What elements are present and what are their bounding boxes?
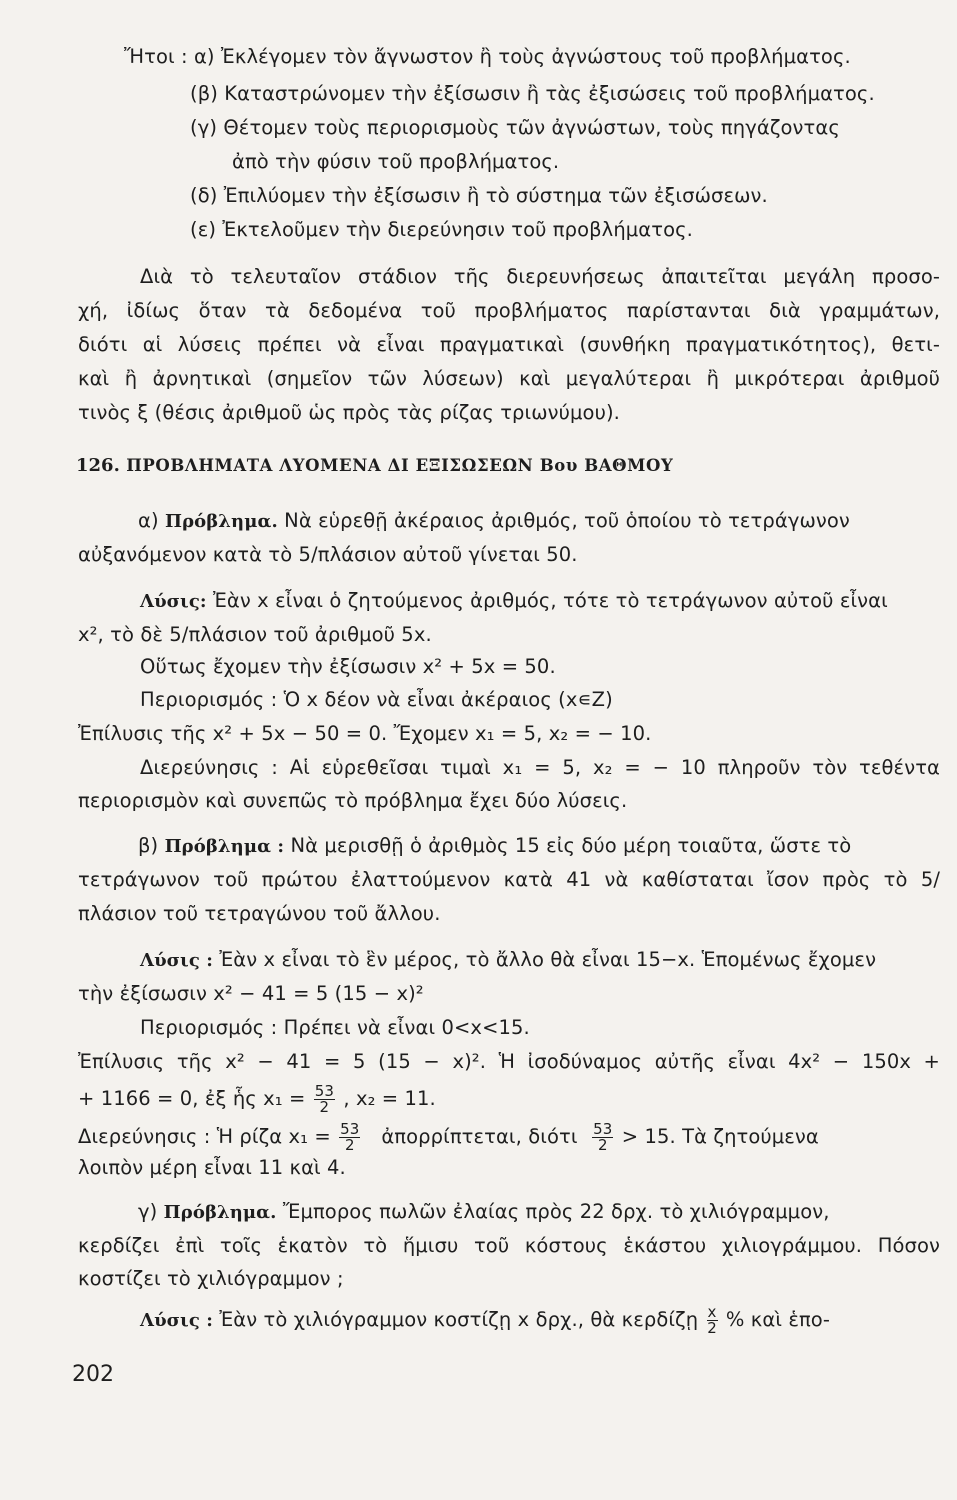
solution-b-text: Ἐὰν x εἶναι τὸ ἓν μέρος, τὸ ἄλλο θὰ εἶναι 15−x. Ἑπομένως ἔχομεν [219, 948, 877, 971]
section-heading [76, 455, 736, 476]
fraction-denominator: 2 [344, 1136, 355, 1154]
problem-label: Πρόβλημα. [163, 1202, 277, 1223]
solution-label: Λύσις: [140, 591, 207, 612]
problem-b-statement: Νὰ μερισθῇ ὁ ἀριθμὸς 15 εἰς δύο μέρη τοιαῦτα, ὥστε τὸ [290, 834, 852, 857]
intro-step-d: (δ) Ἐπιλύομεν τὴν ἐξίσωσιν ἢ τὸ σύστημα τῶν ἐξισώσεων. [190, 184, 768, 207]
problem-c-marker: γ) [138, 1200, 158, 1223]
section-number: 126. [76, 455, 120, 476]
problem-a-statement-cont: αὐξανόμενον κατὰ τὸ 5/πλάσιον αὐτοῦ γίνεται 50. [78, 543, 578, 566]
fraction [707, 1305, 718, 1336]
page-number: 202 [72, 1362, 114, 1387]
intro-paragraph-line: καὶ ἢ ἀρνητικαὶ (σημεῖον τῶν λύσεων) καὶ μεγαλύτεραι ἢ μικρότεραι ἀριθμοῦ [78, 367, 940, 390]
solution-a-line [140, 589, 888, 614]
intro-step-e: (ε) Ἐκτελοῦμεν τὴν διερεύνησιν τοῦ προβλήματος. [190, 218, 693, 241]
problem-b-line [138, 834, 851, 859]
problem-a-line [138, 509, 850, 534]
fraction [339, 1122, 360, 1153]
discussion-text: Διερεύνησις : Ἡ ρίζα x₁ = [78, 1125, 331, 1148]
solution-a-discussion-cont: περιορισμὸν καὶ συνεπῶς τὸ πρόβλημα ἔχει δύο λύσεις. [78, 789, 628, 812]
problem-b-marker: β) [138, 834, 159, 857]
roots-text: + 1166 = 0, ἐξ ἧς x₁ = [78, 1087, 306, 1110]
solution-label: Λύσις : [140, 1310, 214, 1331]
solution-a-discussion: Διερεύνησις : Αἱ εὑρεθεῖσαι τιμαὶ x₁ = 5, x₂ = − 10 πληροῦν τὸν τεθέντα [140, 756, 940, 779]
problem-a-statement: Νὰ εὑρεθῇ ἀκέραιος ἀριθμός, τοῦ ὁποίου τὸ τετράγωνον [284, 509, 850, 532]
solution-a-equation: Οὕτως ἔχομεν τὴν ἐξίσωσιν x² + 5x = 50. [140, 655, 556, 678]
problem-b-statement-cont: τετράγωνον τοῦ πρώτου ἐλαττούμενον κατὰ 41 νὰ καθίσταται ἴσον πρὸς τὸ 5/ [78, 868, 940, 891]
fraction-numerator: x [707, 1303, 717, 1321]
discussion-text: > 15. Τὰ ζητούμενα [621, 1125, 819, 1148]
problem-label: Πρόβλημα. [164, 511, 278, 532]
intro-paragraph-line: χή, ἰδίως ὅταν τὰ δεδομένα τοῦ προβλήματος παρίστανται διὰ γραμμάτων, [78, 299, 940, 322]
solution-b-line [140, 948, 876, 973]
problem-c-line [138, 1200, 830, 1225]
solution-b-constraint: Περιορισμός : Πρέπει νὰ εἶναι 0<x<15. [140, 1016, 530, 1039]
solution-b-roots [78, 1084, 436, 1115]
fraction-denominator: 2 [707, 1319, 717, 1337]
solution-b-answer: λοιπὸν μέρη εἶναι 11 καὶ 4. [78, 1156, 346, 1179]
solution-b-discussion [78, 1122, 819, 1153]
intro-paragraph-line: τινὸς ξ (θέσις ἀριθμοῦ ὡς πρὸς τὰς ρίζας τριωνύμου). [78, 401, 620, 424]
problem-c-statement-cont: κερδίζει ἐπὶ τοῖς ἑκατὸν τὸ ἥμισυ τοῦ κόστους ἑκάστου χιλιογράμμου. Πόσον [78, 1234, 940, 1257]
solution-label: Λύσις : [140, 950, 214, 971]
solution-a-text: x², τὸ δὲ 5/πλάσιον τοῦ ἀριθμοῦ 5x. [78, 623, 432, 646]
fraction-numerator: 53 [314, 1082, 335, 1100]
fraction-numerator: 53 [593, 1120, 613, 1138]
fraction-denominator: 2 [597, 1136, 608, 1154]
discussion-text: ἀπορρίπτεται, διότι [381, 1125, 578, 1148]
problem-a-marker: α) [138, 509, 159, 532]
fraction [592, 1122, 613, 1153]
roots-text: , x₂ = 11. [343, 1087, 436, 1110]
intro-paragraph-line: διότι αἱ λύσεις πρέπει νὰ εἶναι πραγματικαὶ (συνθήκη πραγματικότητος), θετι- [78, 333, 940, 356]
intro-step-b: (β) Καταστρώνομεν τὴν ἐξίσωσιν ἢ τὰς ἐξισώσεις τοῦ προβλήματος. [190, 82, 875, 105]
solution-a-constraint: Περιορισμός : Ὁ x δέον νὰ εἶναι ἀκέραιος (x∊Z) [140, 688, 613, 711]
section-title: ΠΡΟΒΛΗΜΑΤΑ ΛΥΟΜΕΝΑ ΔΙ ΕΞΙΣΩΣΕΩΝ Βου ΒΑΘΜΟΥ [126, 456, 674, 475]
solution-b-equation: τὴν ἐξίσωσιν x² − 41 = 5 (15 − x)² [78, 982, 424, 1005]
solution-c-text: % καὶ ἑπο- [725, 1308, 830, 1331]
solution-a-solving: Ἐπίλυσις τῆς x² + 5x − 50 = 0. Ἔχομεν x₁ = 5, x₂ = − 10. [78, 722, 652, 745]
solution-c-text: Ἐὰν τὸ χιλιόγραμμον κοστίζῃ x δρχ., θὰ κερδίζῃ [219, 1308, 699, 1331]
intro-step-a: Ἤτοι : α) Ἐκλέγομεν τὸν ἄγνωστον ἢ τοὺς ἀγνώστους τοῦ προβλήματος. [124, 45, 851, 68]
problem-c-statement-cont: κοστίζει τὸ χιλιόγραμμον ; [78, 1267, 344, 1290]
solution-c-line [140, 1305, 830, 1336]
solution-b-solving: Ἐπίλυσις τῆς x² − 41 = 5 (15 − x)². Ἡ ἰσοδύναμος αὐτῆς εἶναι 4x² − 150x + [78, 1050, 940, 1073]
fraction [314, 1084, 335, 1115]
fraction-numerator: 53 [340, 1120, 360, 1138]
intro-step-c: (γ) Θέτομεν τοὺς περιορισμοὺς τῶν ἀγνώστων, τοὺς πηγάζοντας [190, 116, 840, 139]
intro-paragraph-line: Διὰ τὸ τελευταῖον στάδιον τῆς διερευνήσεως ἀπαιτεῖται μεγάλη προσο- [140, 265, 940, 288]
fraction-denominator: 2 [319, 1098, 330, 1116]
problem-b-statement-cont: πλάσιον τοῦ τετραγώνου τοῦ ἄλλου. [78, 902, 441, 925]
solution-a-text: Ἐὰν x εἶναι ὁ ζητούμενος ἀριθμός, τότε τὸ τετράγωνον αὐτοῦ εἶναι [212, 589, 888, 612]
problem-c-statement: Ἔμπορος πωλῶν ἐλαίας πρὸς 22 δρχ. τὸ χιλιόγραμμον, [282, 1200, 830, 1223]
intro-step-c-cont: ἀπὸ τὴν φύσιν τοῦ προβλήματος. [232, 150, 560, 173]
problem-label: Πρόβλημα : [164, 836, 285, 857]
